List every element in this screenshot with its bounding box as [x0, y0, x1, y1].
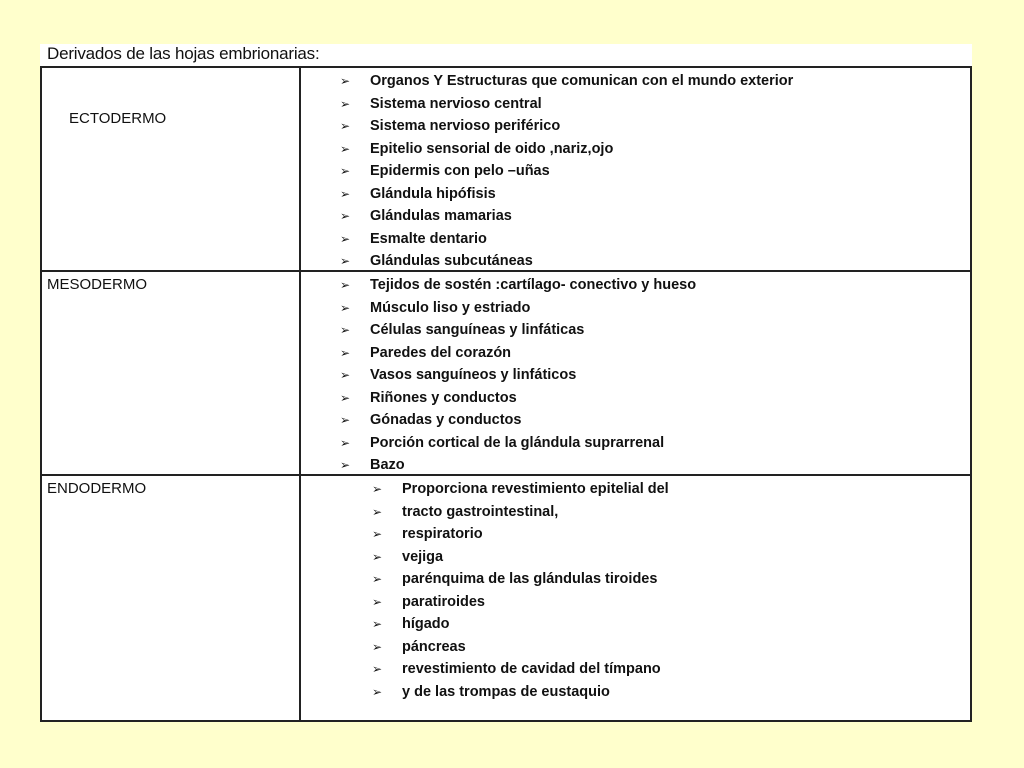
list-item: [372, 658, 669, 681]
list-item: [340, 319, 696, 342]
list-item-text: parénquima de las glándulas tiroides: [402, 571, 658, 587]
arrow-bullet-icon: ➢: [372, 527, 383, 541]
arrow-bullet-icon: ➢: [372, 662, 383, 676]
list-item: [340, 228, 793, 251]
list-item: [372, 613, 669, 636]
list-item: [372, 636, 669, 659]
layer-cell: [42, 272, 301, 474]
list-item-text: respiratorio: [402, 526, 483, 542]
list-item-text: Proporciona revestimiento epitelial del: [402, 481, 669, 497]
derivatives-list-ectodermo: [340, 70, 793, 273]
list-item-text: Riñones y conductos: [370, 389, 517, 406]
list-item: [340, 160, 793, 183]
arrow-bullet-icon: ➢: [340, 345, 351, 360]
arrow-bullet-icon: ➢: [372, 639, 383, 654]
list-item: [340, 409, 696, 432]
list-item-text: Paredes del corazón: [370, 344, 512, 361]
arrow-bullet-icon: ➢: [340, 74, 351, 88]
arrow-bullet-icon: ➢: [340, 278, 351, 292]
layer-cell: [42, 476, 301, 722]
list-item: [372, 591, 669, 614]
list-item: [372, 568, 669, 591]
page-title: Derivados de las hojas embrionarias:: [47, 44, 320, 63]
arrow-bullet-icon: ➢: [340, 323, 351, 337]
list-item: [340, 432, 696, 455]
list-item-text: tracto gastrointestinal,: [402, 503, 559, 520]
list-item: [340, 115, 793, 138]
table-row-ectodermo: [42, 68, 970, 272]
list-item-text: Glándulas mamarias: [370, 208, 512, 224]
derivatives-list-mesodermo: [340, 274, 696, 477]
list-item-text: Porción cortical de la glándula suprarrenal: [370, 434, 665, 451]
list-item: [372, 546, 669, 569]
list-item: [340, 205, 793, 228]
arrow-bullet-icon: ➢: [340, 458, 351, 472]
arrow-bullet-icon: ➢: [340, 413, 351, 427]
list-item: [340, 138, 793, 161]
arrow-bullet-icon: ➢: [340, 390, 351, 405]
layer-label-endodermo: ENDODERMO: [47, 480, 147, 497]
arrow-bullet-icon: ➢: [340, 254, 351, 268]
layer-label-ectodermo: ECTODERMO: [69, 110, 167, 127]
list-item-text: Epidermis con pelo –uñas: [370, 163, 550, 179]
list-item: [340, 297, 696, 320]
arrow-bullet-icon: ➢: [340, 209, 351, 223]
arrow-bullet-icon: ➢: [340, 164, 351, 178]
arrow-bullet-icon: ➢: [340, 435, 351, 450]
arrow-bullet-icon: ➢: [340, 141, 351, 156]
derivatives-list-endodermo: [372, 478, 669, 703]
list-item-text: paratiroides: [402, 593, 485, 610]
list-item: [372, 681, 669, 704]
arrow-bullet-icon: ➢: [340, 368, 351, 382]
table-row-mesodermo: [42, 270, 970, 474]
arrow-bullet-icon: ➢: [372, 617, 383, 631]
list-item-text: Glándulas subcutáneas: [370, 253, 533, 269]
list-item: [340, 342, 696, 365]
arrow-bullet-icon: ➢: [340, 96, 351, 111]
list-item-text: Bazo: [370, 457, 405, 473]
arrow-bullet-icon: ➢: [340, 231, 351, 246]
list-item-text: Vasos sanguíneos y linfáticos: [370, 367, 577, 383]
arrow-bullet-icon: ➢: [372, 684, 383, 699]
arrow-bullet-icon: ➢: [372, 482, 383, 496]
list-item-text: Organos Y Estructuras que comunican con el mundo exterior: [370, 73, 794, 89]
list-item: [340, 364, 696, 387]
list-item-text: Sistema nervioso central: [370, 95, 542, 112]
list-item: [340, 274, 696, 297]
list-item-text: Gónadas y conductos: [370, 412, 522, 428]
list-item-text: Células sanguíneas y linfáticas: [370, 322, 585, 338]
list-item-text: Sistema nervioso periférico: [370, 118, 561, 134]
list-item-text: hígado: [402, 616, 450, 632]
list-item-text: Epitelio sensorial de oido ,nariz,ojo: [370, 140, 614, 157]
list-item-text: páncreas: [402, 638, 466, 655]
arrow-bullet-icon: ➢: [372, 572, 383, 586]
layer-label-mesodermo: MESODERMO: [47, 276, 148, 293]
arrow-bullet-icon: ➢: [372, 549, 383, 564]
arrow-bullet-icon: ➢: [340, 119, 351, 133]
list-item-text: vejiga: [402, 548, 444, 565]
list-item-text: Glándula hipófisis: [370, 185, 496, 202]
list-item: [372, 501, 669, 524]
list-item: [340, 70, 793, 93]
derivatives-table: [40, 66, 972, 722]
arrow-bullet-icon: ➢: [340, 186, 351, 201]
list-item: [372, 478, 669, 501]
list-item: [340, 93, 793, 116]
list-item-text: Tejidos de sostén :cartílago- conectivo y hueso: [370, 277, 697, 293]
list-item-text: revestimiento de cavidad del tímpano: [402, 661, 661, 677]
arrow-bullet-icon: ➢: [340, 300, 351, 315]
table-row-endodermo: [42, 474, 970, 722]
list-item-text: y de las trompas de eustaquio: [402, 683, 610, 700]
arrow-bullet-icon: ➢: [372, 594, 383, 609]
arrow-bullet-icon: ➢: [372, 504, 383, 519]
list-item: [340, 183, 793, 206]
layer-cell: [42, 68, 301, 272]
list-item: [372, 523, 669, 546]
list-item: [340, 387, 696, 410]
list-item-text: Esmalte dentario: [370, 230, 487, 247]
list-item-text: Músculo liso y estriado: [370, 299, 531, 316]
